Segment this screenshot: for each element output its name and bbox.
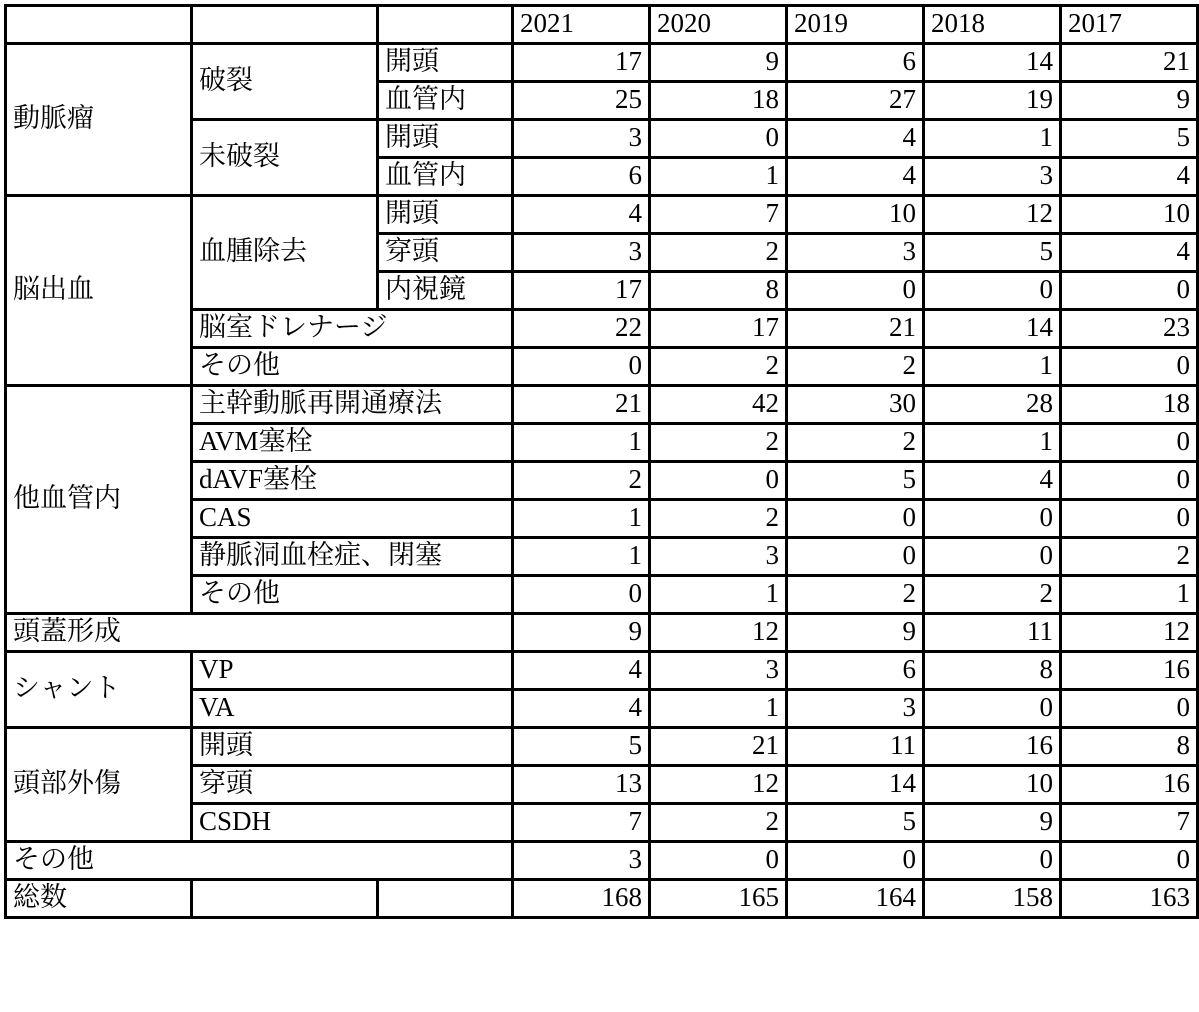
cell-count: 6 bbox=[787, 44, 924, 82]
cell-count: 3 bbox=[513, 842, 650, 880]
cell-count: 2 bbox=[924, 576, 1061, 614]
table-row bbox=[6, 614, 1198, 652]
column-header-year: 2020 bbox=[650, 6, 787, 44]
cell-count: 3 bbox=[513, 120, 650, 158]
cell-count: 10 bbox=[787, 196, 924, 234]
cell-count: 25 bbox=[513, 82, 650, 120]
row-subcategory-label: 開頭 bbox=[192, 728, 513, 766]
row-method-label bbox=[378, 880, 513, 918]
cell-count: 10 bbox=[924, 766, 1061, 804]
cell-count: 0 bbox=[650, 462, 787, 500]
row-subcategory-label: VA bbox=[192, 690, 513, 728]
cell-count: 0 bbox=[513, 348, 650, 386]
row-subcategory-label: 穿頭 bbox=[192, 766, 513, 804]
row-subcategory-label: その他 bbox=[192, 348, 513, 386]
cell-count: 16 bbox=[1061, 766, 1198, 804]
row-category-label: 動脈瘤 bbox=[6, 44, 192, 196]
table-row bbox=[6, 196, 1198, 234]
table-row bbox=[6, 386, 1198, 424]
cell-count: 158 bbox=[924, 880, 1061, 918]
cell-count: 0 bbox=[924, 500, 1061, 538]
cell-count: 8 bbox=[1061, 728, 1198, 766]
table-header-row bbox=[6, 6, 1198, 44]
cell-count: 11 bbox=[787, 728, 924, 766]
row-subcategory-label: VP bbox=[192, 652, 513, 690]
cell-count: 21 bbox=[1061, 44, 1198, 82]
cell-count: 7 bbox=[1061, 804, 1198, 842]
cell-count: 8 bbox=[650, 272, 787, 310]
cell-count: 13 bbox=[513, 766, 650, 804]
cell-count: 18 bbox=[1061, 386, 1198, 424]
row-category-label: 他血管内 bbox=[6, 386, 192, 614]
row-subcategory-label: その他 bbox=[192, 576, 513, 614]
row-subcategory-label: 破裂 bbox=[192, 44, 378, 120]
cell-count: 5 bbox=[513, 728, 650, 766]
column-header-year: 2017 bbox=[1061, 6, 1198, 44]
cell-count: 0 bbox=[924, 690, 1061, 728]
row-method-label: 開頭 bbox=[378, 44, 513, 82]
cell-count: 30 bbox=[787, 386, 924, 424]
cell-count: 0 bbox=[787, 842, 924, 880]
cell-count: 3 bbox=[924, 158, 1061, 196]
column-header-year: 2019 bbox=[787, 6, 924, 44]
cell-count: 1 bbox=[513, 500, 650, 538]
row-subcategory-label: CAS bbox=[192, 500, 513, 538]
cell-count: 0 bbox=[1061, 424, 1198, 462]
cell-count: 2 bbox=[650, 424, 787, 462]
cell-count: 1 bbox=[513, 538, 650, 576]
cell-count: 4 bbox=[924, 462, 1061, 500]
row-category-label: シャント bbox=[6, 652, 192, 728]
table-body bbox=[6, 6, 1198, 918]
cell-count: 0 bbox=[650, 120, 787, 158]
cell-count: 22 bbox=[513, 310, 650, 348]
row-subcategory-label: AVM塞栓 bbox=[192, 424, 513, 462]
cell-count: 4 bbox=[513, 690, 650, 728]
cell-count: 17 bbox=[513, 272, 650, 310]
cell-count: 12 bbox=[924, 196, 1061, 234]
cell-count: 9 bbox=[924, 804, 1061, 842]
cell-count: 17 bbox=[650, 310, 787, 348]
row-subcategory-label: 静脈洞血栓症、閉塞 bbox=[192, 538, 513, 576]
cell-count: 10 bbox=[1061, 196, 1198, 234]
cell-count: 3 bbox=[650, 538, 787, 576]
row-category-label: 頭蓋形成 bbox=[6, 614, 513, 652]
cell-count: 0 bbox=[1061, 462, 1198, 500]
cell-count: 0 bbox=[787, 500, 924, 538]
cell-count: 4 bbox=[787, 120, 924, 158]
cell-count: 2 bbox=[787, 348, 924, 386]
cell-count: 0 bbox=[1061, 500, 1198, 538]
cell-count: 16 bbox=[924, 728, 1061, 766]
column-header-year: 2021 bbox=[513, 6, 650, 44]
cell-count: 6 bbox=[513, 158, 650, 196]
cell-count: 21 bbox=[787, 310, 924, 348]
row-subcategory-label: dAVF塞栓 bbox=[192, 462, 513, 500]
cell-count: 4 bbox=[513, 652, 650, 690]
row-subcategory-label: 血腫除去 bbox=[192, 196, 378, 310]
cell-count: 14 bbox=[787, 766, 924, 804]
cell-count: 9 bbox=[650, 44, 787, 82]
table-row bbox=[6, 652, 1198, 690]
cell-count: 9 bbox=[1061, 82, 1198, 120]
cell-count: 3 bbox=[513, 234, 650, 272]
cell-count: 2 bbox=[513, 462, 650, 500]
row-method-label: 開頭 bbox=[378, 196, 513, 234]
cell-count: 1 bbox=[513, 424, 650, 462]
cell-count: 0 bbox=[513, 576, 650, 614]
cell-count: 17 bbox=[513, 44, 650, 82]
cell-count: 0 bbox=[1061, 690, 1198, 728]
surgery-statistics-table bbox=[4, 4, 1199, 919]
cell-count: 0 bbox=[924, 272, 1061, 310]
row-subcategory-label: 脳室ドレナージ bbox=[192, 310, 513, 348]
cell-count: 4 bbox=[787, 158, 924, 196]
cell-count: 9 bbox=[513, 614, 650, 652]
cell-count: 3 bbox=[787, 690, 924, 728]
cell-count: 1 bbox=[924, 348, 1061, 386]
cell-count: 2 bbox=[650, 348, 787, 386]
cell-count: 42 bbox=[650, 386, 787, 424]
cell-count: 2 bbox=[650, 500, 787, 538]
cell-count: 163 bbox=[1061, 880, 1198, 918]
row-subcategory-label: 未破裂 bbox=[192, 120, 378, 196]
cell-count: 9 bbox=[787, 614, 924, 652]
cell-count: 27 bbox=[787, 82, 924, 120]
cell-count: 2 bbox=[650, 234, 787, 272]
cell-count: 21 bbox=[513, 386, 650, 424]
cell-count: 28 bbox=[924, 386, 1061, 424]
cell-count: 4 bbox=[1061, 234, 1198, 272]
row-method-label: 血管内 bbox=[378, 82, 513, 120]
header-blank-category bbox=[6, 6, 192, 44]
header-blank-subcategory bbox=[192, 6, 378, 44]
cell-count: 18 bbox=[650, 82, 787, 120]
cell-count: 165 bbox=[650, 880, 787, 918]
table-row bbox=[6, 880, 1198, 918]
row-method-label: 内視鏡 bbox=[378, 272, 513, 310]
statistics-table-sheet bbox=[0, 4, 1199, 1012]
cell-count: 11 bbox=[924, 614, 1061, 652]
cell-count: 12 bbox=[650, 766, 787, 804]
column-header-year: 2018 bbox=[924, 6, 1061, 44]
cell-count: 0 bbox=[924, 842, 1061, 880]
cell-count: 1 bbox=[650, 158, 787, 196]
table-row bbox=[6, 842, 1198, 880]
cell-count: 2 bbox=[787, 576, 924, 614]
cell-count: 7 bbox=[513, 804, 650, 842]
row-method-label: 開頭 bbox=[378, 120, 513, 158]
cell-count: 5 bbox=[1061, 120, 1198, 158]
cell-count: 164 bbox=[787, 880, 924, 918]
cell-count: 1 bbox=[650, 576, 787, 614]
cell-count: 5 bbox=[924, 234, 1061, 272]
cell-count: 0 bbox=[924, 538, 1061, 576]
cell-count: 4 bbox=[513, 196, 650, 234]
cell-count: 2 bbox=[1061, 538, 1198, 576]
cell-count: 0 bbox=[1061, 842, 1198, 880]
cell-count: 5 bbox=[787, 462, 924, 500]
header-blank-method bbox=[378, 6, 513, 44]
cell-count: 1 bbox=[1061, 576, 1198, 614]
cell-count: 2 bbox=[650, 804, 787, 842]
cell-count: 1 bbox=[924, 120, 1061, 158]
cell-count: 8 bbox=[924, 652, 1061, 690]
row-subcategory-label bbox=[192, 880, 378, 918]
cell-count: 1 bbox=[650, 690, 787, 728]
row-category-label: 総数 bbox=[6, 880, 192, 918]
cell-count: 16 bbox=[1061, 652, 1198, 690]
row-method-label: 穿頭 bbox=[378, 234, 513, 272]
cell-count: 3 bbox=[650, 652, 787, 690]
row-method-label: 血管内 bbox=[378, 158, 513, 196]
cell-count: 19 bbox=[924, 82, 1061, 120]
row-category-label: 脳出血 bbox=[6, 196, 192, 386]
row-category-label: 頭部外傷 bbox=[6, 728, 192, 842]
cell-count: 14 bbox=[924, 44, 1061, 82]
row-subcategory-label: 主幹動脈再開通療法 bbox=[192, 386, 513, 424]
table-row bbox=[6, 44, 1198, 82]
cell-count: 4 bbox=[1061, 158, 1198, 196]
row-subcategory-label: CSDH bbox=[192, 804, 513, 842]
cell-count: 5 bbox=[787, 804, 924, 842]
table-row bbox=[6, 728, 1198, 766]
row-category-label: その他 bbox=[6, 842, 513, 880]
cell-count: 0 bbox=[787, 538, 924, 576]
cell-count: 3 bbox=[787, 234, 924, 272]
cell-count: 0 bbox=[1061, 272, 1198, 310]
cell-count: 1 bbox=[924, 424, 1061, 462]
cell-count: 0 bbox=[787, 272, 924, 310]
cell-count: 21 bbox=[650, 728, 787, 766]
cell-count: 6 bbox=[787, 652, 924, 690]
cell-count: 14 bbox=[924, 310, 1061, 348]
cell-count: 2 bbox=[787, 424, 924, 462]
cell-count: 23 bbox=[1061, 310, 1198, 348]
cell-count: 12 bbox=[1061, 614, 1198, 652]
cell-count: 168 bbox=[513, 880, 650, 918]
cell-count: 7 bbox=[650, 196, 787, 234]
cell-count: 12 bbox=[650, 614, 787, 652]
cell-count: 0 bbox=[650, 842, 787, 880]
cell-count: 0 bbox=[1061, 348, 1198, 386]
